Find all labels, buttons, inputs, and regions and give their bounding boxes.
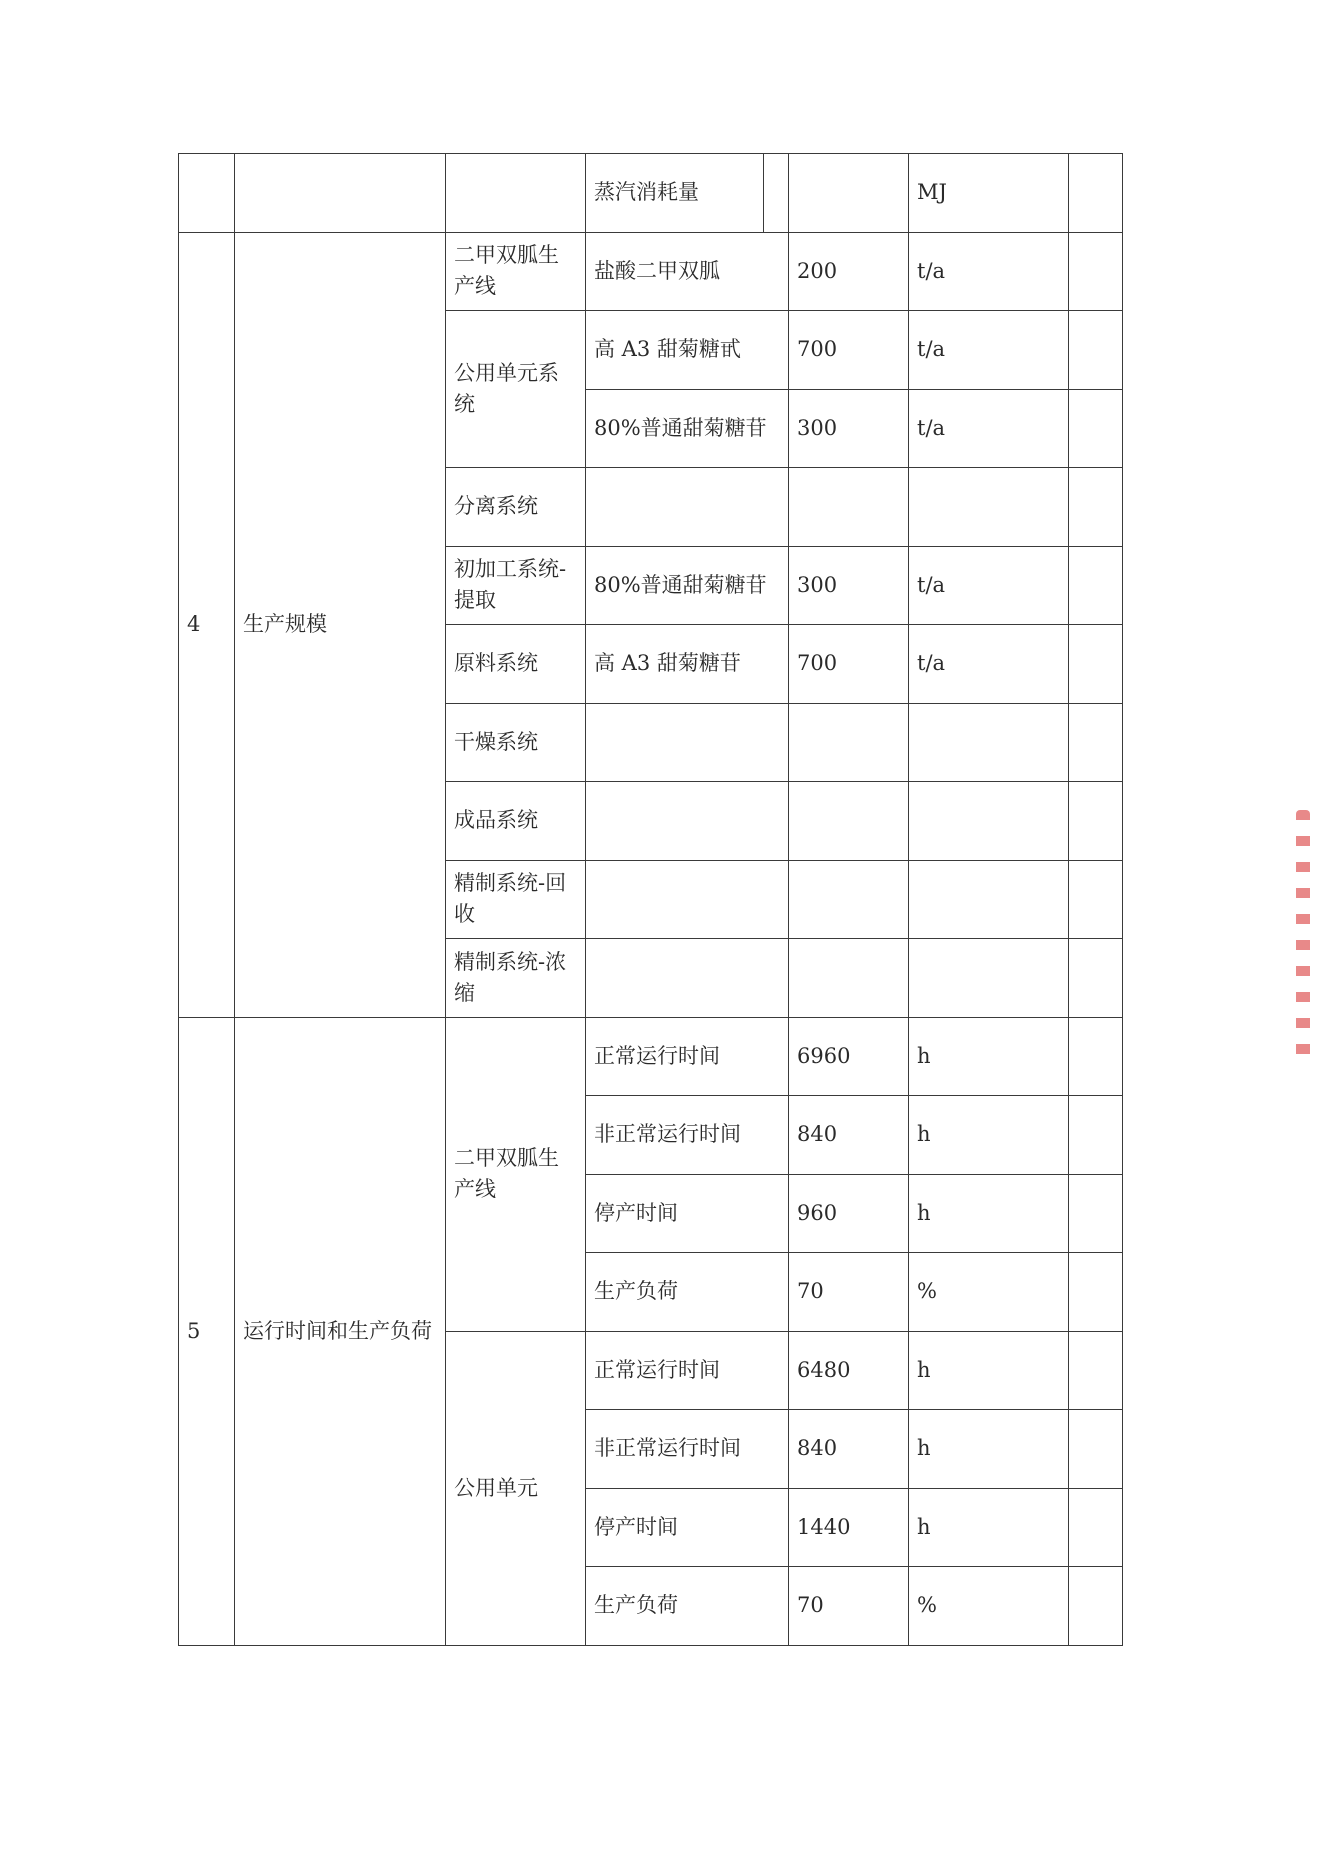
value-cell: 200 <box>789 232 909 311</box>
unit-cell: t/a <box>909 311 1069 390</box>
remark-cell <box>1069 1331 1123 1410</box>
item-label: 高 A3 甜菊糖甙 <box>586 311 789 390</box>
subsystem-label: 干燥系统 <box>446 703 586 782</box>
unit-cell <box>909 703 1069 782</box>
subsystem-label: 初加工系统-提取 <box>446 546 586 625</box>
value-cell: 700 <box>789 311 909 390</box>
remark-cell <box>1069 546 1123 625</box>
item-label: 蒸汽消耗量 <box>586 154 764 232</box>
section-number: 5 <box>179 1017 235 1645</box>
item-label: 停产时间 <box>586 1488 789 1567</box>
unit-cell: % <box>909 1567 1069 1646</box>
unit-cell: t/a <box>909 389 1069 468</box>
unit-cell: h <box>909 1331 1069 1410</box>
unit-cell <box>909 860 1069 939</box>
subsystem-label: 二甲双胍生产线 <box>446 232 586 311</box>
value-cell: 70 <box>789 1253 909 1332</box>
remark-cell <box>1069 1567 1123 1646</box>
value-cell: 300 <box>789 546 909 625</box>
remark-cell <box>1069 389 1123 468</box>
remark-cell <box>1069 232 1123 311</box>
unit-cell: h <box>909 1488 1069 1567</box>
remark-cell <box>1069 1174 1123 1253</box>
value-cell: 840 <box>789 1096 909 1175</box>
value-cell: 6960 <box>789 1017 909 1096</box>
cell-no <box>179 154 235 233</box>
unit-cell <box>909 939 1069 1018</box>
value-cell: 6480 <box>789 1331 909 1410</box>
value-cell <box>789 782 909 861</box>
value-cell: 960 <box>789 1174 909 1253</box>
value-cell <box>789 703 909 782</box>
remark-cell <box>1069 1096 1123 1175</box>
item-label: 80%普通甜菊糖苷 <box>586 546 789 625</box>
section-title: 生产规模 <box>235 232 446 1017</box>
unit-cell: h <box>909 1017 1069 1096</box>
value-cell: 300 <box>789 389 909 468</box>
cell-value <box>789 154 909 233</box>
section-number: 4 <box>179 232 235 1017</box>
cell-sub <box>446 154 586 233</box>
subsystem-label: 公用单元 <box>446 1331 586 1645</box>
value-cell: 840 <box>789 1410 909 1489</box>
unit-cell: h <box>909 1410 1069 1489</box>
unit-cell <box>909 782 1069 861</box>
remark-cell <box>1069 1488 1123 1567</box>
subsystem-label: 精制系统-回收 <box>446 860 586 939</box>
subsystem-label: 原料系统 <box>446 625 586 704</box>
remark-cell <box>1069 782 1123 861</box>
remark-cell <box>1069 860 1123 939</box>
item-label: 高 A3 甜菊糖苷 <box>586 625 789 704</box>
item-label: 非正常运行时间 <box>586 1096 789 1175</box>
cell-unit: MJ <box>909 154 1069 233</box>
item-label: 正常运行时间 <box>586 1017 789 1096</box>
item-label <box>586 939 789 1018</box>
section-title: 运行时间和生产负荷 <box>235 1017 446 1645</box>
unit-cell: h <box>909 1096 1069 1175</box>
red-stamp-mark <box>1296 810 1310 1060</box>
item-label: 80%普通甜菊糖苷 <box>586 389 789 468</box>
item-label <box>586 782 789 861</box>
unit-cell: t/a <box>909 625 1069 704</box>
remark-cell <box>1069 1253 1123 1332</box>
data-table <box>178 153 1123 1646</box>
remark-cell <box>1069 1017 1123 1096</box>
item-label <box>586 703 789 782</box>
item-label: 非正常运行时间 <box>586 1410 789 1489</box>
table-row <box>179 1017 1123 1096</box>
value-cell: 70 <box>789 1567 909 1646</box>
subsystem-label: 分离系统 <box>446 468 586 547</box>
item-label: 盐酸二甲双胍 <box>586 232 789 311</box>
value-cell <box>789 860 909 939</box>
cell-item <box>586 154 789 233</box>
item-label <box>586 860 789 939</box>
subsystem-label: 成品系统 <box>446 782 586 861</box>
subsystem-label: 精制系统-浓缩 <box>446 939 586 1018</box>
item-label: 停产时间 <box>586 1174 789 1253</box>
unit-cell <box>909 468 1069 547</box>
cell-remark <box>1069 154 1123 233</box>
remark-cell <box>1069 939 1123 1018</box>
unit-cell: t/a <box>909 546 1069 625</box>
item-label: 生产负荷 <box>586 1253 789 1332</box>
table-row <box>179 232 1123 311</box>
remark-cell <box>1069 1410 1123 1489</box>
unit-cell: h <box>909 1174 1069 1253</box>
subsystem-label: 公用单元系统 <box>446 311 586 468</box>
unit-cell: % <box>909 1253 1069 1332</box>
item-label: 生产负荷 <box>586 1567 789 1646</box>
value-cell <box>789 939 909 1018</box>
value-cell: 700 <box>789 625 909 704</box>
value-cell: 1440 <box>789 1488 909 1567</box>
remark-cell <box>1069 625 1123 704</box>
remark-cell <box>1069 703 1123 782</box>
item-label <box>586 468 789 547</box>
remark-cell <box>1069 311 1123 390</box>
item-label: 正常运行时间 <box>586 1331 789 1410</box>
remark-cell <box>1069 468 1123 547</box>
cell-title <box>235 154 446 233</box>
unit-cell: t/a <box>909 232 1069 311</box>
value-cell <box>789 468 909 547</box>
table-row <box>179 154 1123 233</box>
subsystem-label: 二甲双胍生产线 <box>446 1017 586 1331</box>
